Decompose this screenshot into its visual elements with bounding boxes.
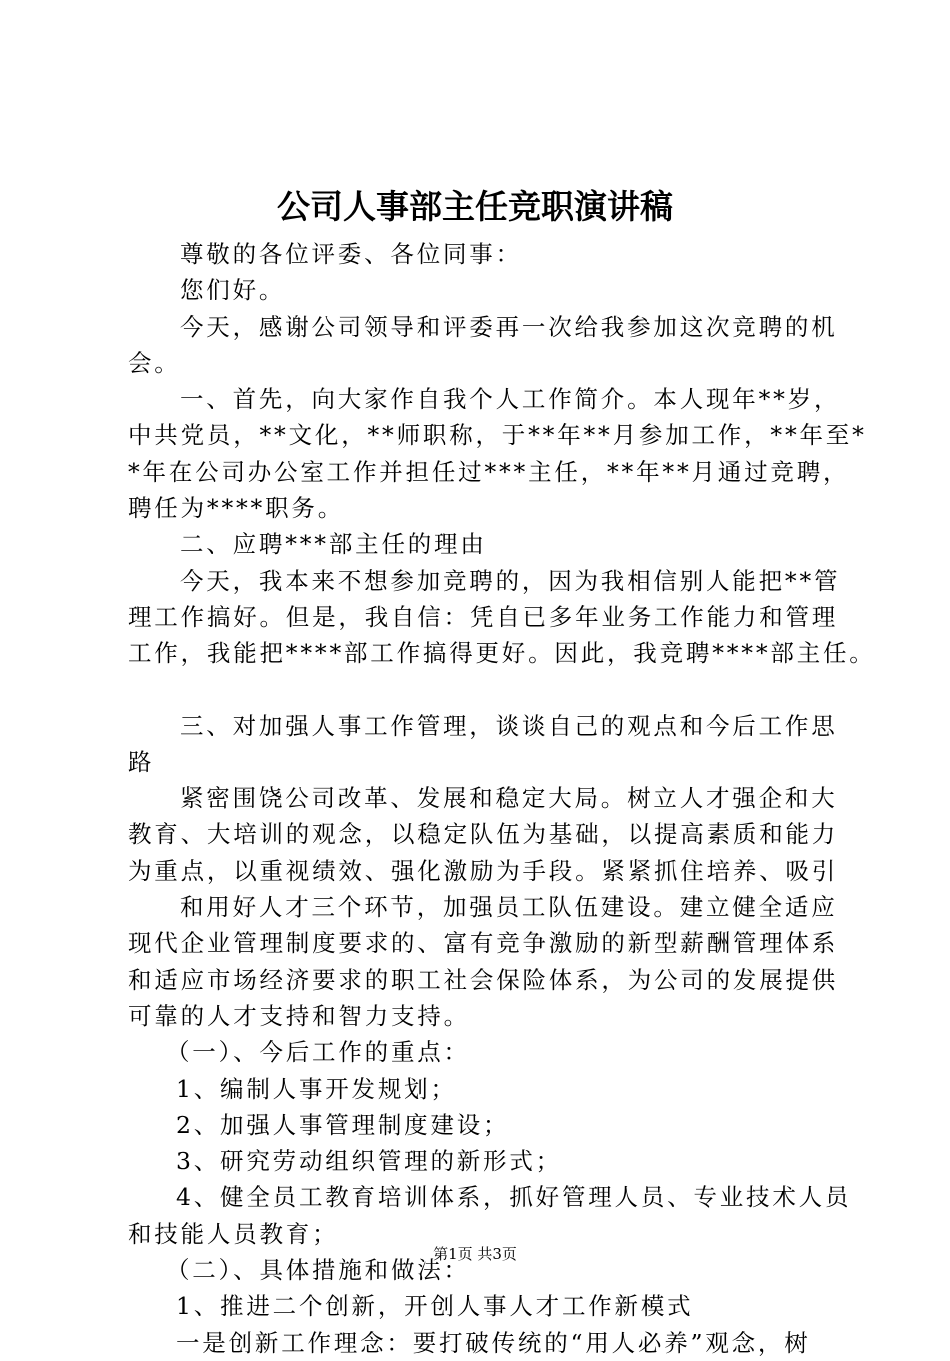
page-footer: 第1页 共3页 bbox=[433, 1245, 517, 1263]
paragraph-talent-line-1: 和用好人才三个环节，加强员工队伍建设。建立健全适应 bbox=[180, 893, 838, 922]
paragraph-talent-line-3: 和适应市场经济要求的职工社会保险体系，为公司的发展提供 bbox=[128, 965, 839, 994]
list-item-3: 3、研究劳动组织管理的新形式； bbox=[176, 1147, 562, 1176]
section-heading-views-line-2: 路 bbox=[128, 747, 155, 776]
measure-item-1: 1、推进二个创新，开创人事人才工作新模式 bbox=[176, 1292, 694, 1321]
paragraph-intro-line-1: 一、首先，向大家作自我个人工作简介。本人现年**岁， bbox=[180, 385, 841, 414]
paragraph-strategy-line-1: 紧密围饶公司改革、发展和稳定大局。树立人才强企和大 bbox=[180, 784, 838, 813]
paragraph-strategy-line-3: 为重点，以重视绩效、强化激励为手段。紧紧抓住培养、吸引 bbox=[128, 856, 839, 885]
measure-item-1-detail: 一是创新工作理念：要打破传统的“用人必养”观念，树 bbox=[176, 1328, 811, 1357]
greeting-line: 尊敬的各位评委、各位同事： bbox=[180, 240, 522, 268]
paragraph-thanks-line-1: 今天，感谢公司领导和评委再一次给我参加这次竞聘的机 bbox=[180, 312, 838, 341]
document-title: 公司人事部主任竞职演讲稿 bbox=[277, 187, 673, 226]
paragraph-thanks-line-2: 会。 bbox=[128, 348, 181, 377]
paragraph-reasons-line-3: 工作，我能把****部工作搞得更好。因此，我竞聘****部主任。 bbox=[128, 639, 876, 668]
paragraph-intro-line-4: 聘任为****职务。 bbox=[128, 494, 344, 523]
paragraph-intro-line-3: *年在公司办公室工作并担任过***主任，**年**月通过竞聘， bbox=[128, 457, 850, 486]
blank-line bbox=[128, 672, 848, 708]
paragraph-reasons-line-1: 今天，我本来不想参加竞聘的，因为我相信别人能把**管 bbox=[180, 566, 841, 595]
section-heading-reasons: 二、应聘***部主任的理由 bbox=[180, 530, 487, 559]
paragraph-reasons-line-2: 理工作搞好。但是，我自信：凭自已多年业务工作能力和管理 bbox=[128, 602, 839, 631]
greeting-hello: 您们好。 bbox=[180, 276, 286, 305]
subheading-measures: （二）、具体措施和做法： bbox=[166, 1256, 470, 1285]
document-body bbox=[128, 236, 876, 1361]
list-item-4-line-1: 4、健全员工教育培训体系，抓好管理人员、专业技术人员 bbox=[176, 1183, 852, 1212]
list-item-4-line-2: 和技能人员教育； bbox=[128, 1219, 339, 1248]
paragraph-talent-line-4: 可靠的人才支持和智力支持。 bbox=[128, 1001, 470, 1030]
paragraph-intro-line-2: 中共党员，**文化，**师职称，于**年**月参加工作，**年至* bbox=[128, 421, 867, 450]
paragraph-talent-line-2: 现代企业管理制度要求的、富有竞争激励的新型薪酬管理体系 bbox=[128, 929, 839, 958]
section-heading-views-line-1: 三、对加强人事工作管理，谈谈自己的观点和今后工作思 bbox=[180, 711, 838, 740]
paragraph-strategy-line-2: 教育、大培训的观念，以稳定队伍为基础，以提高素质和能力 bbox=[128, 820, 839, 849]
list-item-1: 1、编制人事开发规划； bbox=[176, 1074, 457, 1103]
list-item-2: 2、加强人事管理制度建设； bbox=[176, 1110, 510, 1139]
subheading-key-points: （一）、今后工作的重点： bbox=[166, 1038, 470, 1067]
